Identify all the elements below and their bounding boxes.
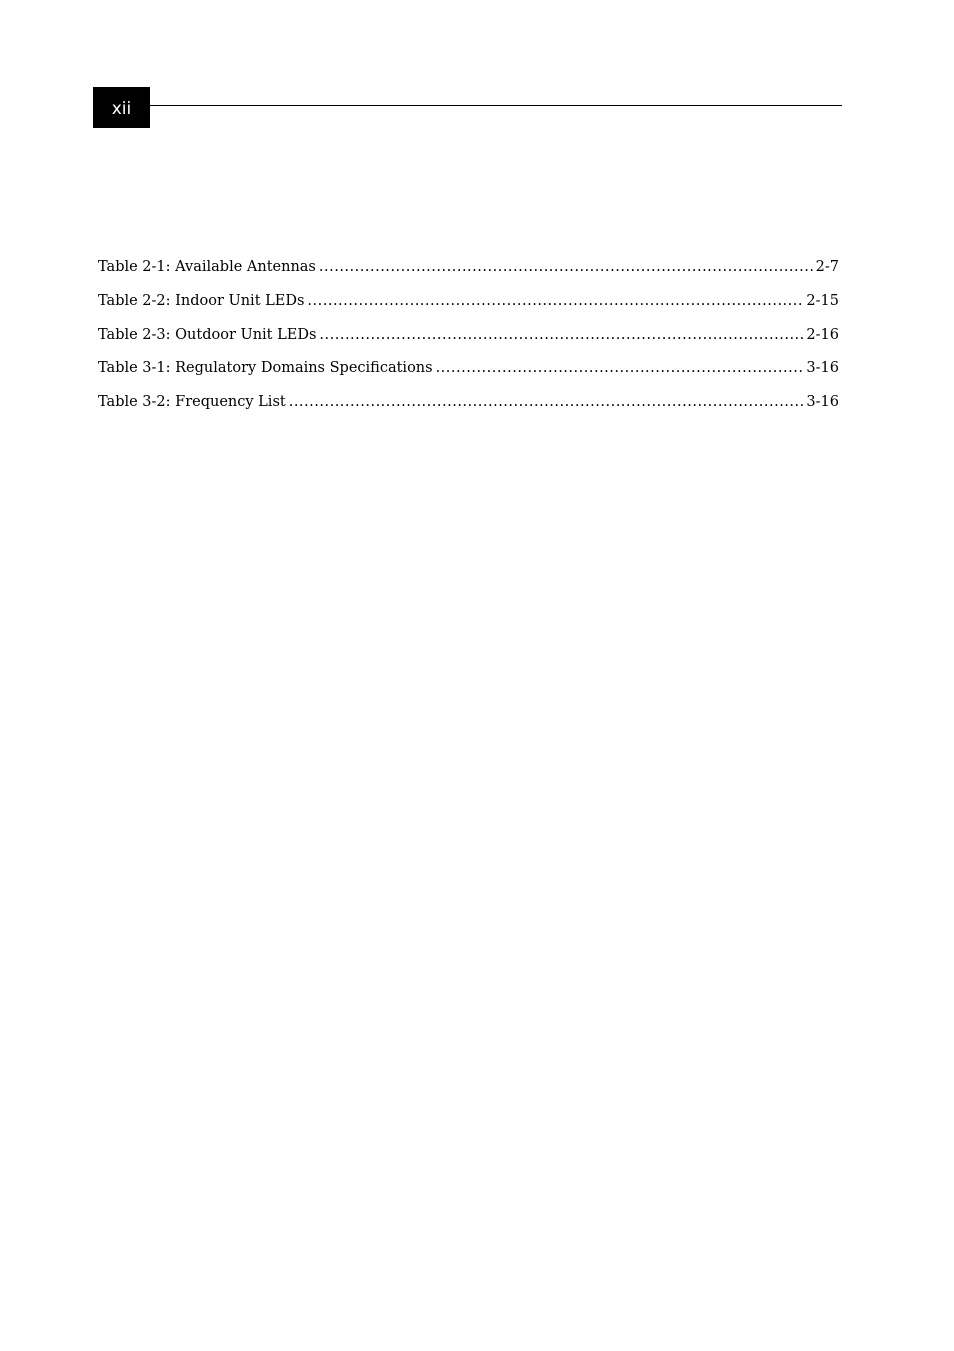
toc-entry[interactable]	[98, 324, 839, 358]
header-rule	[150, 105, 842, 106]
toc-dot-leader	[319, 256, 814, 278]
toc-entry[interactable]	[98, 391, 839, 425]
toc-entry-title: Table 3-1: Regulatory Domains Specifications	[98, 360, 433, 377]
toc-entry-page: 3-16	[806, 360, 839, 377]
toc-dot-leader	[307, 290, 804, 312]
toc-dot-leader	[436, 357, 805, 379]
toc-entry-title: Table 3-2: Frequency List	[98, 394, 286, 411]
toc-entry[interactable]	[98, 290, 839, 324]
toc-entry-page: 2-15	[806, 292, 839, 309]
page-number: xii	[93, 87, 150, 128]
toc-entry-title: Table 2-2: Indoor Unit LEDs	[98, 292, 305, 309]
toc-entry-page: 2-16	[806, 326, 839, 343]
toc-dot-leader	[319, 324, 804, 346]
toc-entry-title: Table 2-1: Available Antennas	[98, 259, 316, 275]
toc-entry-page: 3-16	[806, 394, 839, 411]
toc-entry[interactable]	[98, 357, 839, 391]
toc-entry-page: 2-7	[815, 259, 839, 275]
toc-entry[interactable]	[98, 256, 839, 290]
toc-entry-title: Table 2-3: Outdoor Unit LEDs	[98, 326, 317, 343]
list-of-tables	[98, 256, 839, 425]
toc-dot-leader	[289, 391, 805, 413]
